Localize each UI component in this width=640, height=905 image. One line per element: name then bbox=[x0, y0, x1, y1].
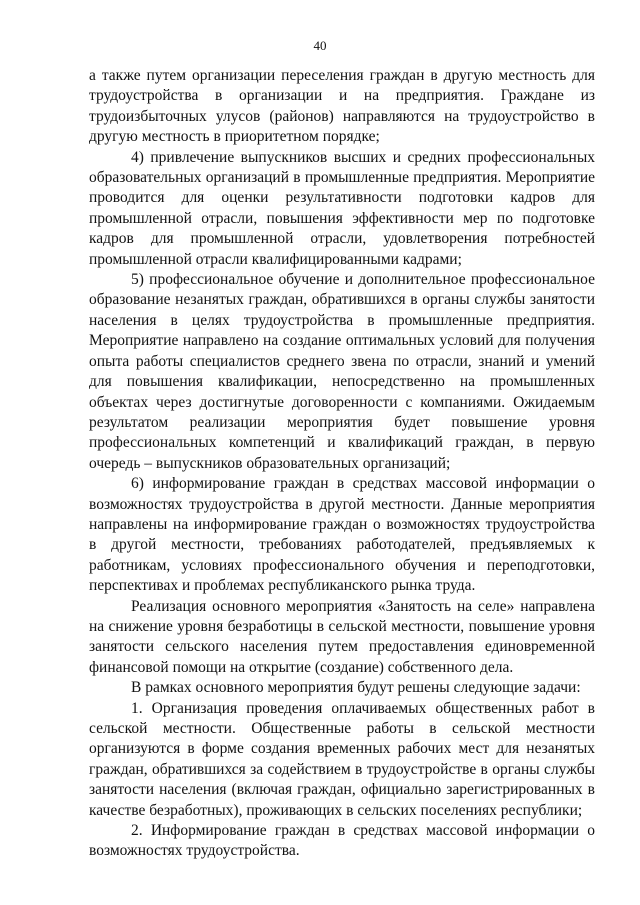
page-number: 40 bbox=[313, 38, 327, 53]
paragraph-tasks-intro: В рамках основного мероприятия будут решены следующие задачи: bbox=[131, 679, 581, 697]
paragraph-task-1: 1. Организация проведения оплачиваемых общественных работ в сельской местности. Общественные работы в сельской местности организуются в форме создания временных рабочих мест для незанятых граждан, обратившихся за содействием в трудоустройстве в органы службы занятости населения (включая граждан, официально зарегистрированных в качестве безработных), проживающих в сельских поселениях республики; bbox=[89, 699, 595, 819]
paragraph-continuation: а также путем организации переселения граждан в другую местность для трудоустройства в организации и на предприятия. Граждане из трудоизбыточных улусов (районов) направляются на трудоустройство в другую местность в приоритетном порядке; bbox=[89, 67, 595, 146]
document-body bbox=[89, 66, 595, 862]
paragraph-item-4: 4) привлечение выпускников высших и средних профессиональных образовательных организаций в промышленные предприятия. Мероприятие проводится для оценки результативности подготовки кадров для промышленной отрасли, повышения эффективности мер по подготовке кадров для промышленной отрасли, удовлетворения потребностей промышленной отрасли квалифицированными кадрами; bbox=[89, 148, 595, 268]
paragraph-rural-employment: Реализация основного мероприятия «Занятость на селе» направлена на снижение уровня безработицы в сельской местности, повышение уровня занятости сельского населения путем предоставления единовременной финансовой помощи на открытие (создание) собственного дела. bbox=[89, 597, 595, 676]
paragraph-item-5: 5) профессиональное обучение и дополнительное профессиональное образование незанятых граждан, обратившихся в органы службы занятости населения в целях трудоустройства в промышленные предприятия. Мероприятие направлено на создание оптимальных условий для получения опыта работы специалистов среднего звена по отрасли, знаний и умений для повышения квалификации, непосредственно на промышленных объектах через достигнутые договоренности с компаниями. Ожидаемым результатом реализации мероприятия будет повышение уровня профессиональных компетенций и квалификаций граждан, в первую очередь – выпускников образовательных организаций; bbox=[89, 271, 595, 472]
paragraph-item-6: 6) информирование граждан в средствах массовой информации о возможностях трудоустройства в другой местности. Данные мероприятия направлены на информирование граждан о возможностях трудоустройства в другой местности, требованиях работодателей, предъявляемых к работникам, условиях профессионального обучения и переподготовки, перспективах и проблемах республиканского рынка труда. bbox=[89, 475, 595, 595]
paragraph-task-2: 2. Информирование граждан в средствах массовой информации о возможностях трудоустройства. bbox=[89, 822, 595, 860]
